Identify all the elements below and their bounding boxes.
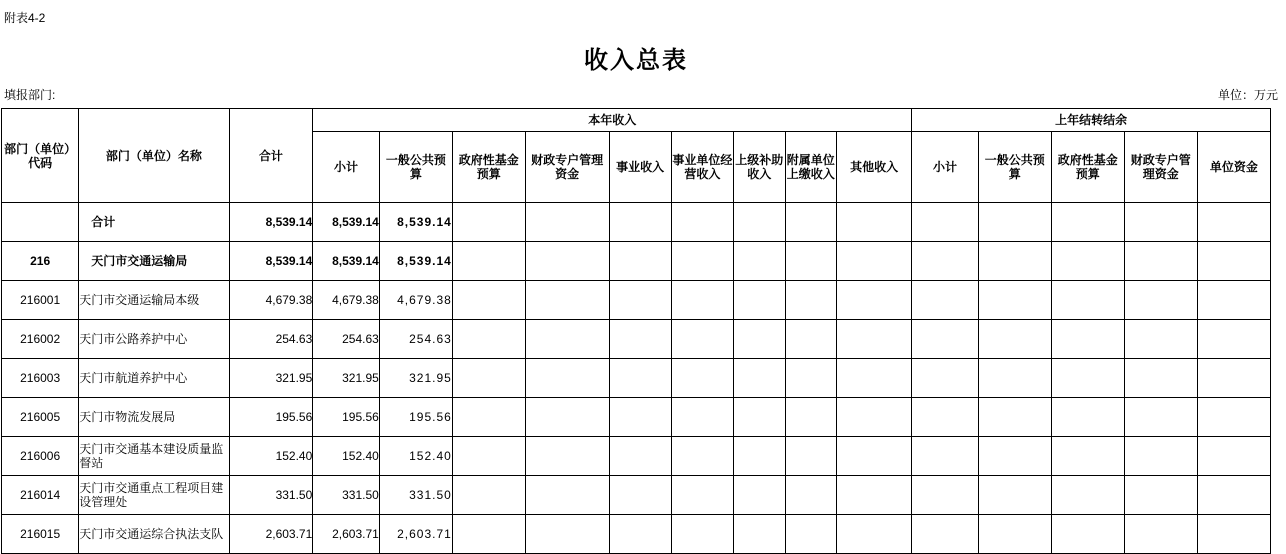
cell-carryover-subtotal — [912, 281, 979, 320]
cell-current-superior-subsidy-income — [734, 437, 786, 476]
cell-carryover-government-fund-budget — [1051, 398, 1124, 437]
cell-current-other-income — [837, 437, 912, 476]
cell-current-general-public-budget: 321.95 — [379, 359, 452, 398]
cell-total: 8,539.14 — [229, 203, 313, 242]
cell-current-general-public-budget: 4,679.38 — [379, 281, 452, 320]
cell-carryover-government-fund-budget — [1051, 281, 1124, 320]
cell-current-fiscal-special-account-funds — [525, 242, 609, 281]
cell-current-business-income — [609, 359, 671, 398]
cell-current-government-fund-budget — [452, 242, 525, 281]
cell-current-subordinate-remittance-income — [785, 515, 837, 554]
cell-current-general-public-budget: 331.50 — [379, 476, 452, 515]
cell-current-fiscal-special-account-funds — [525, 359, 609, 398]
cell-current-business-operating-income — [671, 398, 733, 437]
col-header-current-business-income: 事业收入 — [609, 132, 671, 203]
form-number: 附表4-2 — [4, 11, 46, 25]
cell-current-business-operating-income — [671, 359, 733, 398]
cell-dept-name: 天门市交通运输局 — [79, 242, 229, 281]
cell-carryover-general-public-budget — [978, 320, 1051, 359]
cell-carryover-unit-funds — [1197, 203, 1270, 242]
table-row — [2, 359, 1271, 398]
cell-carryover-general-public-budget — [978, 242, 1051, 281]
cell-current-business-operating-income — [671, 515, 733, 554]
col-header-carryover-government-fund-budget: 政府性基金预算 — [1051, 132, 1124, 203]
cell-total: 4,679.38 — [229, 281, 313, 320]
cell-current-fiscal-special-account-funds — [525, 437, 609, 476]
cell-carryover-general-public-budget — [978, 398, 1051, 437]
cell-current-subtotal: 331.50 — [313, 476, 380, 515]
cell-dept-name: 天门市交通重点工程项目建设管理处 — [79, 476, 229, 515]
cell-dept-code: 216006 — [2, 437, 79, 476]
cell-current-subtotal: 254.63 — [313, 320, 380, 359]
cell-current-subordinate-remittance-income — [785, 398, 837, 437]
cell-current-business-operating-income — [671, 476, 733, 515]
cell-carryover-general-public-budget — [978, 359, 1051, 398]
cell-carryover-general-public-budget — [978, 437, 1051, 476]
cell-current-business-operating-income — [671, 281, 733, 320]
cell-carryover-government-fund-budget — [1051, 476, 1124, 515]
cell-current-business-operating-income — [671, 242, 733, 281]
cell-dept-name: 合计 — [79, 203, 229, 242]
cell-carryover-unit-funds — [1197, 320, 1270, 359]
cell-current-general-public-budget: 2,603.71 — [379, 515, 452, 554]
cell-carryover-government-fund-budget — [1051, 437, 1124, 476]
cell-dept-code: 216005 — [2, 398, 79, 437]
col-header-current-business-operating-income: 事业单位经营收入 — [671, 132, 733, 203]
table-row — [2, 437, 1271, 476]
cell-carryover-government-fund-budget — [1051, 242, 1124, 281]
cell-current-other-income — [837, 281, 912, 320]
col-header-current-government-fund-budget: 政府性基金预算 — [452, 132, 525, 203]
cell-carryover-fiscal-special-account-funds — [1124, 359, 1197, 398]
table-row — [2, 398, 1271, 437]
cell-total: 2,603.71 — [229, 515, 313, 554]
cell-current-fiscal-special-account-funds — [525, 203, 609, 242]
cell-carryover-fiscal-special-account-funds — [1124, 281, 1197, 320]
cell-current-business-operating-income — [671, 203, 733, 242]
cell-current-other-income — [837, 515, 912, 554]
cell-carryover-unit-funds — [1197, 359, 1270, 398]
cell-carryover-general-public-budget — [978, 203, 1051, 242]
table-header — [2, 109, 1271, 203]
cell-carryover-government-fund-budget — [1051, 203, 1124, 242]
cell-current-government-fund-budget — [452, 437, 525, 476]
cell-current-subordinate-remittance-income — [785, 320, 837, 359]
cell-current-general-public-budget: 152.40 — [379, 437, 452, 476]
cell-current-subtotal: 321.95 — [313, 359, 380, 398]
cell-current-subtotal: 152.40 — [313, 437, 380, 476]
cell-current-superior-subsidy-income — [734, 320, 786, 359]
cell-total: 8,539.14 — [229, 242, 313, 281]
cell-current-subordinate-remittance-income — [785, 242, 837, 281]
col-header-current-superior-subsidy-income: 上级补助收入 — [734, 132, 786, 203]
cell-current-government-fund-budget — [452, 476, 525, 515]
cell-current-subordinate-remittance-income — [785, 359, 837, 398]
cell-carryover-subtotal — [912, 242, 979, 281]
cell-dept-code: 216015 — [2, 515, 79, 554]
cell-current-fiscal-special-account-funds — [525, 515, 609, 554]
cell-current-business-income — [609, 437, 671, 476]
cell-carryover-subtotal — [912, 359, 979, 398]
col-header-carryover-subtotal: 小计 — [912, 132, 979, 203]
cell-current-other-income — [837, 398, 912, 437]
cell-current-fiscal-special-account-funds — [525, 281, 609, 320]
col-header-current-subtotal: 小计 — [313, 132, 380, 203]
cell-current-government-fund-budget — [452, 281, 525, 320]
cell-dept-name: 天门市交通运输局本级 — [79, 281, 229, 320]
cell-current-superior-subsidy-income — [734, 281, 786, 320]
cell-current-other-income — [837, 320, 912, 359]
cell-carryover-unit-funds — [1197, 281, 1270, 320]
cell-carryover-government-fund-budget — [1051, 320, 1124, 359]
col-header-carryover-fiscal-special-account-funds: 财政专户管理资金 — [1124, 132, 1197, 203]
table-row — [2, 281, 1271, 320]
cell-current-government-fund-budget — [452, 359, 525, 398]
cell-current-subtotal: 8,539.14 — [313, 203, 380, 242]
subtitle-row — [0, 86, 1282, 102]
cell-dept-code: 216014 — [2, 476, 79, 515]
cell-current-other-income — [837, 242, 912, 281]
cell-carryover-unit-funds — [1197, 242, 1270, 281]
cell-current-superior-subsidy-income — [734, 359, 786, 398]
cell-current-general-public-budget: 8,539.14 — [379, 203, 452, 242]
cell-carryover-general-public-budget — [978, 515, 1051, 554]
table-row — [2, 320, 1271, 359]
cell-current-business-income — [609, 242, 671, 281]
cell-current-subordinate-remittance-income — [785, 203, 837, 242]
cell-current-business-income — [609, 320, 671, 359]
cell-current-government-fund-budget — [452, 515, 525, 554]
cell-carryover-subtotal — [912, 476, 979, 515]
cell-carryover-fiscal-special-account-funds — [1124, 320, 1197, 359]
cell-current-superior-subsidy-income — [734, 203, 786, 242]
cell-carryover-general-public-budget — [978, 281, 1051, 320]
table-row — [2, 476, 1271, 515]
cell-current-subtotal: 2,603.71 — [313, 515, 380, 554]
cell-current-subordinate-remittance-income — [785, 437, 837, 476]
filler-department-label: 填报部门: — [4, 88, 56, 102]
cell-current-superior-subsidy-income — [734, 476, 786, 515]
cell-carryover-government-fund-budget — [1051, 515, 1124, 554]
col-group-prior-year-carryover: 上年结转结余 — [912, 109, 1271, 132]
cell-current-business-income — [609, 398, 671, 437]
cell-carryover-fiscal-special-account-funds — [1124, 203, 1197, 242]
cell-dept-name: 天门市公路养护中心 — [79, 320, 229, 359]
cell-current-subtotal: 8,539.14 — [313, 242, 380, 281]
cell-carryover-fiscal-special-account-funds — [1124, 398, 1197, 437]
cell-dept-name: 天门市交通运综合执法支队 — [79, 515, 229, 554]
col-header-current-fiscal-special-account-funds: 财政专户管理资金 — [525, 132, 609, 203]
col-header-dept-code: 部门（单位）代码 — [2, 109, 79, 203]
cell-current-government-fund-budget — [452, 398, 525, 437]
cell-current-business-income — [609, 281, 671, 320]
table-body — [2, 203, 1271, 554]
table-row — [2, 242, 1271, 281]
cell-carryover-fiscal-special-account-funds — [1124, 515, 1197, 554]
cell-carryover-subtotal — [912, 203, 979, 242]
cell-carryover-subtotal — [912, 437, 979, 476]
cell-carryover-government-fund-budget — [1051, 359, 1124, 398]
cell-current-superior-subsidy-income — [734, 398, 786, 437]
cell-dept-code: 216 — [2, 242, 79, 281]
cell-dept-code: 216002 — [2, 320, 79, 359]
cell-total: 254.63 — [229, 320, 313, 359]
col-header-dept-name: 部门（单位）名称 — [79, 109, 229, 203]
cell-current-business-operating-income — [671, 437, 733, 476]
cell-carryover-subtotal — [912, 398, 979, 437]
cell-current-business-income — [609, 515, 671, 554]
cell-dept-code: 216003 — [2, 359, 79, 398]
cell-current-subordinate-remittance-income — [785, 476, 837, 515]
col-header-current-subordinate-remittance-income: 附属单位上缴收入 — [785, 132, 837, 203]
page-title: 收入总表 — [584, 48, 688, 74]
cell-current-superior-subsidy-income — [734, 242, 786, 281]
cell-current-other-income — [837, 476, 912, 515]
cell-dept-code — [2, 203, 79, 242]
amount-unit-label: 单位：万元 — [1217, 88, 1278, 102]
col-header-carryover-unit-funds: 单位资金 — [1197, 132, 1270, 203]
cell-carryover-unit-funds — [1197, 398, 1270, 437]
cell-current-subtotal: 195.56 — [313, 398, 380, 437]
cell-current-superior-subsidy-income — [734, 515, 786, 554]
header-group-row — [2, 109, 1271, 132]
cell-total: 321.95 — [229, 359, 313, 398]
cell-dept-name: 天门市交通基本建设质量监督站 — [79, 437, 229, 476]
table-row — [2, 515, 1271, 554]
cell-dept-name: 天门市航道养护中心 — [79, 359, 229, 398]
cell-carryover-fiscal-special-account-funds — [1124, 437, 1197, 476]
table-row — [2, 203, 1271, 242]
cell-current-other-income — [837, 203, 912, 242]
cell-carryover-unit-funds — [1197, 515, 1270, 554]
cell-current-fiscal-special-account-funds — [525, 398, 609, 437]
income-summary-table — [1, 108, 1271, 554]
cell-current-other-income — [837, 359, 912, 398]
cell-current-general-public-budget: 8,539.14 — [379, 242, 452, 281]
cell-current-subordinate-remittance-income — [785, 281, 837, 320]
cell-current-general-public-budget: 195.56 — [379, 398, 452, 437]
cell-current-government-fund-budget — [452, 203, 525, 242]
cell-carryover-subtotal — [912, 515, 979, 554]
cell-carryover-subtotal — [912, 320, 979, 359]
col-header-current-general-public-budget: 一般公共预算 — [379, 132, 452, 203]
cell-current-subtotal: 4,679.38 — [313, 281, 380, 320]
cell-current-fiscal-special-account-funds — [525, 476, 609, 515]
cell-total: 195.56 — [229, 398, 313, 437]
cell-dept-name: 天门市物流发展局 — [79, 398, 229, 437]
cell-total: 331.50 — [229, 476, 313, 515]
cell-carryover-general-public-budget — [978, 476, 1051, 515]
cell-current-general-public-budget: 254.63 — [379, 320, 452, 359]
col-header-carryover-general-public-budget: 一般公共预算 — [978, 132, 1051, 203]
col-group-current-year-income: 本年收入 — [313, 109, 912, 132]
cell-total: 152.40 — [229, 437, 313, 476]
cell-current-government-fund-budget — [452, 320, 525, 359]
cell-dept-code: 216001 — [2, 281, 79, 320]
cell-current-business-operating-income — [671, 320, 733, 359]
cell-carryover-fiscal-special-account-funds — [1124, 476, 1197, 515]
cell-current-fiscal-special-account-funds — [525, 320, 609, 359]
col-header-current-other-income: 其他收入 — [837, 132, 912, 203]
cell-carryover-unit-funds — [1197, 476, 1270, 515]
cell-current-business-income — [609, 476, 671, 515]
col-header-total: 合计 — [229, 109, 313, 203]
cell-carryover-unit-funds — [1197, 437, 1270, 476]
cell-carryover-fiscal-special-account-funds — [1124, 242, 1197, 281]
cell-current-business-income — [609, 203, 671, 242]
